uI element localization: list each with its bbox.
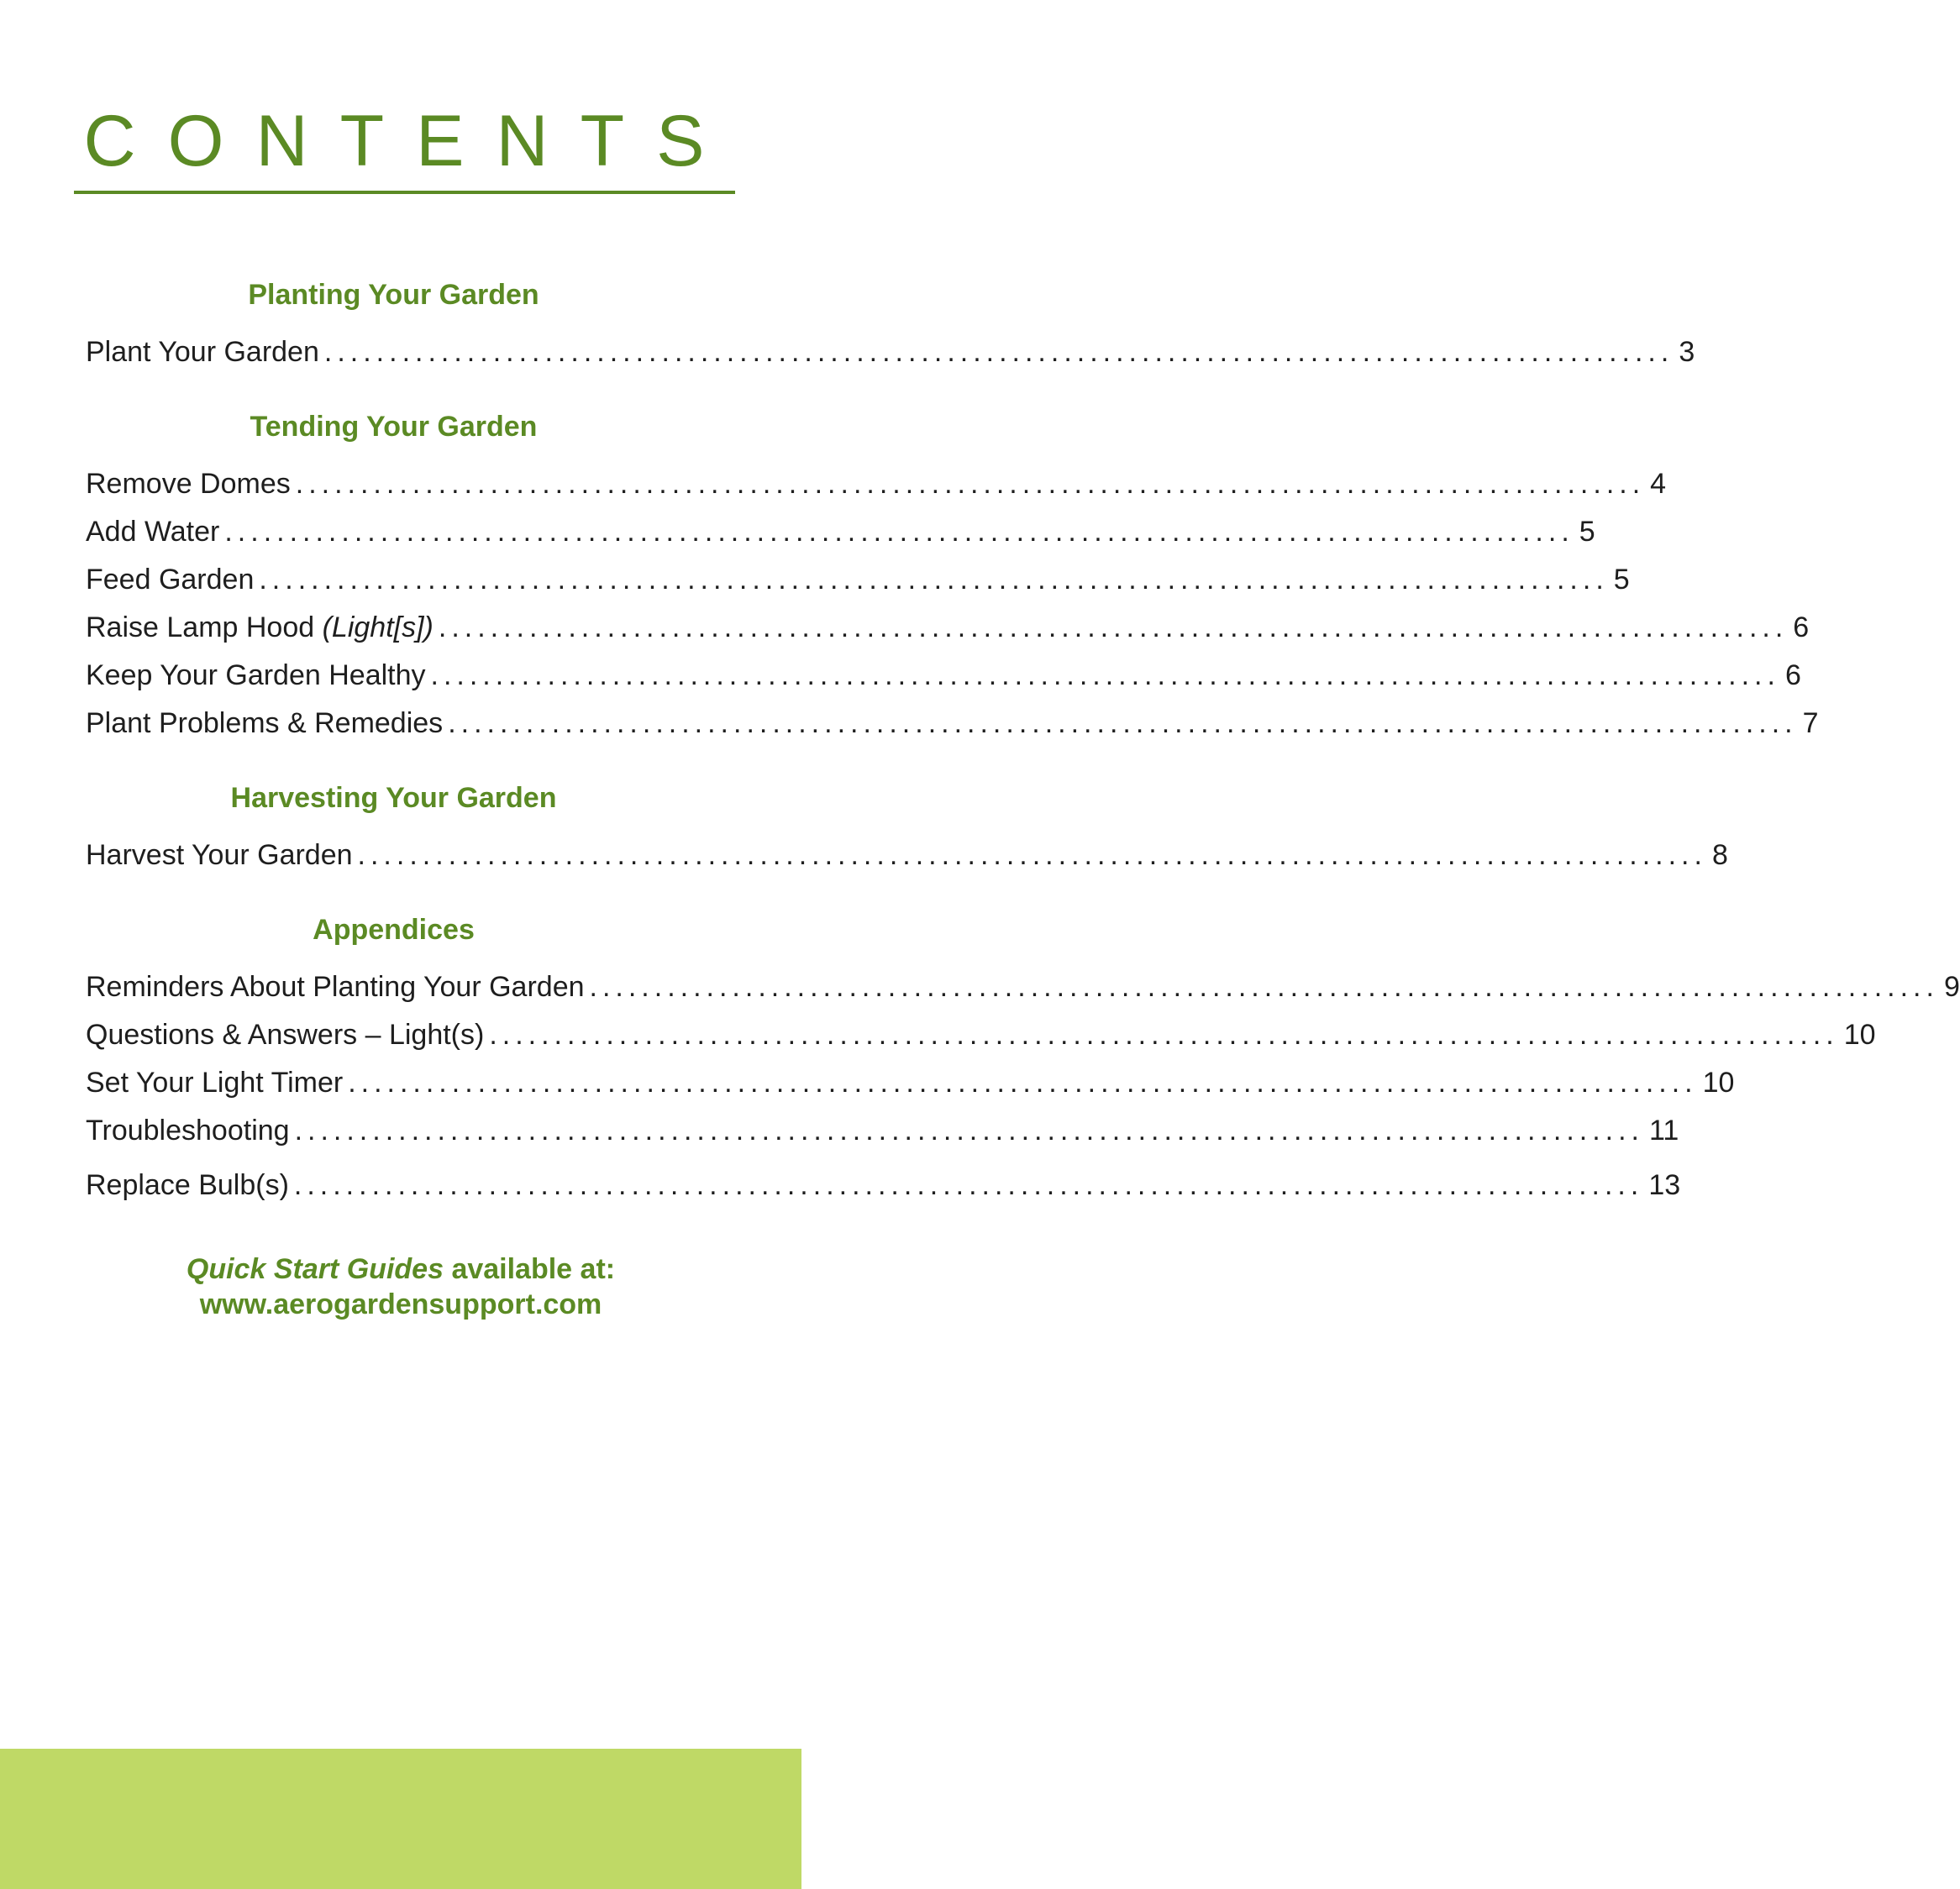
section-heading-harvesting: Harvesting Your Garden — [230, 782, 557, 814]
toc-entry[interactable] — [86, 604, 1810, 652]
dot-leader: ........................................................................................................ — [357, 839, 1707, 871]
toc-page-number: 7 — [1802, 707, 1819, 739]
page-title: CONTENTS — [83, 101, 737, 181]
toc-entry[interactable] — [86, 556, 1630, 604]
toc-entry[interactable] — [86, 1162, 1681, 1209]
dot-leader: ........................................................................................................ — [259, 564, 1609, 596]
bottom-color-band — [0, 1749, 801, 1889]
toc-entry-label: Feed Garden — [86, 564, 255, 596]
dot-leader: ........................................................................................................ — [589, 971, 1939, 1003]
toc-entry-label: Add Water — [86, 516, 220, 548]
toc-page-number: 10 — [1843, 1019, 1876, 1051]
toc-page-number: 11 — [1649, 1115, 1679, 1147]
toc-entry[interactable] — [86, 460, 1667, 508]
toc-entry-label: Plant Problems & Remedies — [86, 707, 444, 739]
toc-page-number: 3 — [1679, 336, 1695, 368]
dot-leader: ........................................................................................................ — [438, 611, 1789, 643]
toc-page-number: 8 — [1711, 839, 1728, 871]
toc-entry[interactable] — [86, 652, 1801, 700]
dot-leader: ........................................................................................................ — [448, 707, 1798, 739]
dot-leader: ........................................................................................................ — [430, 659, 1780, 691]
toc-entry-label-italic: (Light[s]) — [322, 611, 434, 643]
toc-page-number: 4 — [1650, 468, 1667, 500]
section-heading-appendices: Appendices — [313, 914, 475, 946]
dot-leader: ........................................................................................................ — [489, 1019, 1839, 1051]
toc-entry-label: Keep Your Garden Healthy — [86, 659, 426, 691]
dot-leader: ........................................................................................................ — [293, 1169, 1644, 1201]
quick-start-line — [0, 1251, 801, 1287]
toc-entry-label: Harvest Your Garden — [86, 839, 353, 871]
toc-entry-label: Remove Domes — [86, 468, 291, 500]
toc-page-number: 5 — [1613, 564, 1630, 596]
dot-leader: ........................................................................................................ — [323, 336, 1674, 368]
toc-entry-label: Replace Bulb(s) — [86, 1169, 289, 1201]
section-heading-planting: Planting Your Garden — [248, 279, 539, 311]
toc-entry-label: Plant Your Garden — [86, 336, 319, 368]
dot-leader: ........................................................................................................ — [348, 1067, 1698, 1099]
toc-entry-label — [86, 604, 434, 652]
toc-page-number: 5 — [1579, 516, 1595, 548]
section-heading-tending: Tending Your Garden — [250, 411, 538, 443]
toc-entry[interactable] — [86, 832, 1728, 879]
toc-entry[interactable] — [86, 328, 1695, 376]
toc-page-number: 9 — [1943, 971, 1960, 1003]
toc-entry-label: Questions & Answers – Light(s) — [86, 1019, 485, 1051]
toc-entry[interactable] — [86, 1107, 1679, 1155]
quick-start-guides-label: Quick Start Guides — [186, 1253, 444, 1285]
available-at-text: available at: — [451, 1253, 616, 1285]
toc-entry[interactable] — [86, 963, 1960, 1011]
toc-page-number: 6 — [1784, 659, 1801, 691]
toc-page-number: 6 — [1793, 611, 1810, 643]
toc-entry-label: Set Your Light Timer — [86, 1067, 344, 1099]
toc-entry-label-text: Raise Lamp Hood — [86, 611, 315, 643]
toc-page-number: 13 — [1648, 1169, 1681, 1201]
table-of-contents — [86, 273, 1960, 1209]
dot-leader: ........................................................................................................ — [224, 516, 1574, 548]
toc-entry-label: Reminders About Planting Your Garden — [86, 971, 585, 1003]
toc-entry[interactable] — [86, 1011, 1876, 1059]
dot-leader: ........................................................................................................ — [294, 1115, 1644, 1147]
toc-entry[interactable] — [86, 508, 1595, 556]
quick-start-note — [0, 1251, 801, 1322]
dot-leader: ........................................................................................................ — [295, 468, 1646, 500]
toc-page-number: 10 — [1702, 1067, 1735, 1099]
toc-entry[interactable] — [86, 700, 1819, 748]
support-url-link[interactable]: www.aerogardensupport.com — [199, 1288, 602, 1320]
toc-entry-label: Troubleshooting — [86, 1115, 290, 1147]
title-divider — [74, 191, 735, 194]
toc-entry[interactable] — [86, 1059, 1735, 1107]
